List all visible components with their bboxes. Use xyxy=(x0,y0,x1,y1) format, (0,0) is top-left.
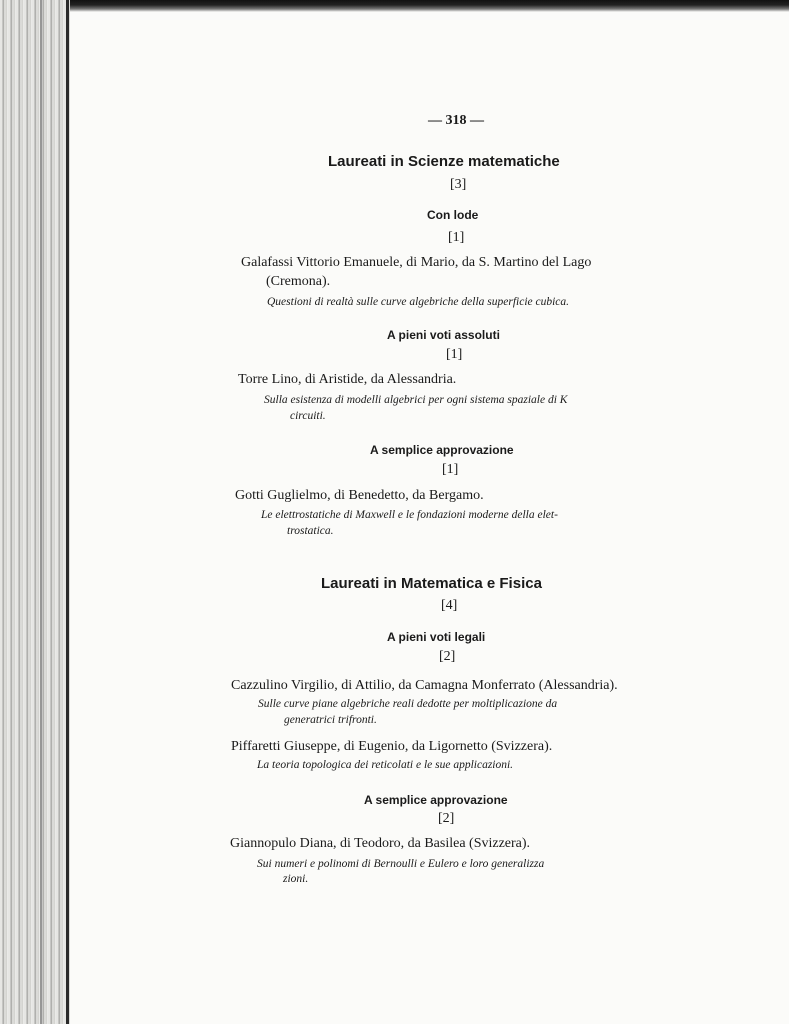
section-count: [3] xyxy=(450,177,467,192)
thesis-title: Sulle curve piane algebriche reali dedotte per moltiplicazione da xyxy=(258,698,558,710)
graduate-entry: Torre Lino, di Aristide, da Alessandria. xyxy=(238,372,457,387)
graduate-entry: Galafassi Vittorio Emanuele, di Mario, da S. Martino del Lago xyxy=(241,255,592,270)
thesis-title: La teoria topologica dei reticolati e le sue applicazioni. xyxy=(257,759,514,771)
thesis-title: Sulla esistenza di modelli algebrici per ogni sistema spaziale di K xyxy=(264,394,568,406)
thesis-title-continued: trostatica. xyxy=(287,525,334,537)
graduate-entry-continued: (Cremona). xyxy=(266,274,331,289)
thesis-title: Sui numeri e polinomi di Bernoulli e Eulero e loro generalizza xyxy=(257,858,545,870)
group-count: [1] xyxy=(442,462,459,477)
section-count: [4] xyxy=(441,598,458,613)
thesis-title-continued: zioni. xyxy=(283,873,309,885)
section-heading: Laureati in Scienze matematiche xyxy=(328,153,560,170)
thesis-title-continued: generatrici trifronti. xyxy=(284,714,377,726)
binding-shadow-line xyxy=(40,0,42,1024)
graduate-entry: Gotti Guglielmo, di Benedetto, da Bergamo. xyxy=(235,488,484,503)
section-heading: Laureati in Matematica e Fisica xyxy=(321,575,542,592)
graduate-entry: Cazzulino Virgilio, di Attilio, da Camagna Monferrato (Alessandria). xyxy=(231,678,618,693)
graduate-entry: Piffaretti Giuseppe, di Eugenio, da Ligornetto (Svizzera). xyxy=(231,739,553,754)
thesis-title: Le elettrostatiche di Maxwell e le fondazioni moderne della elet- xyxy=(261,509,558,521)
page-top-edge xyxy=(0,0,789,12)
thesis-title-continued: circuiti. xyxy=(290,410,326,422)
book-binding-edge xyxy=(0,0,70,1024)
group-count: [1] xyxy=(448,230,465,245)
thesis-title: Questioni di realtà sulle curve algebriche della superficie cubica. xyxy=(267,296,570,308)
group-title: A semplice approvazione xyxy=(364,793,508,807)
group-count: [2] xyxy=(439,649,456,664)
page-number: — 318 — xyxy=(428,113,484,128)
group-count: [1] xyxy=(446,347,463,362)
graduate-entry: Giannopulo Diana, di Teodoro, da Basilea (Svizzera). xyxy=(230,836,531,851)
group-count: [2] xyxy=(438,811,455,826)
group-title: A semplice approvazione xyxy=(370,443,514,457)
binding-fold-line xyxy=(66,0,69,1024)
group-title: A pieni voti legali xyxy=(387,630,486,644)
group-title: Con lode xyxy=(427,208,479,222)
group-title: A pieni voti assoluti xyxy=(387,328,500,342)
